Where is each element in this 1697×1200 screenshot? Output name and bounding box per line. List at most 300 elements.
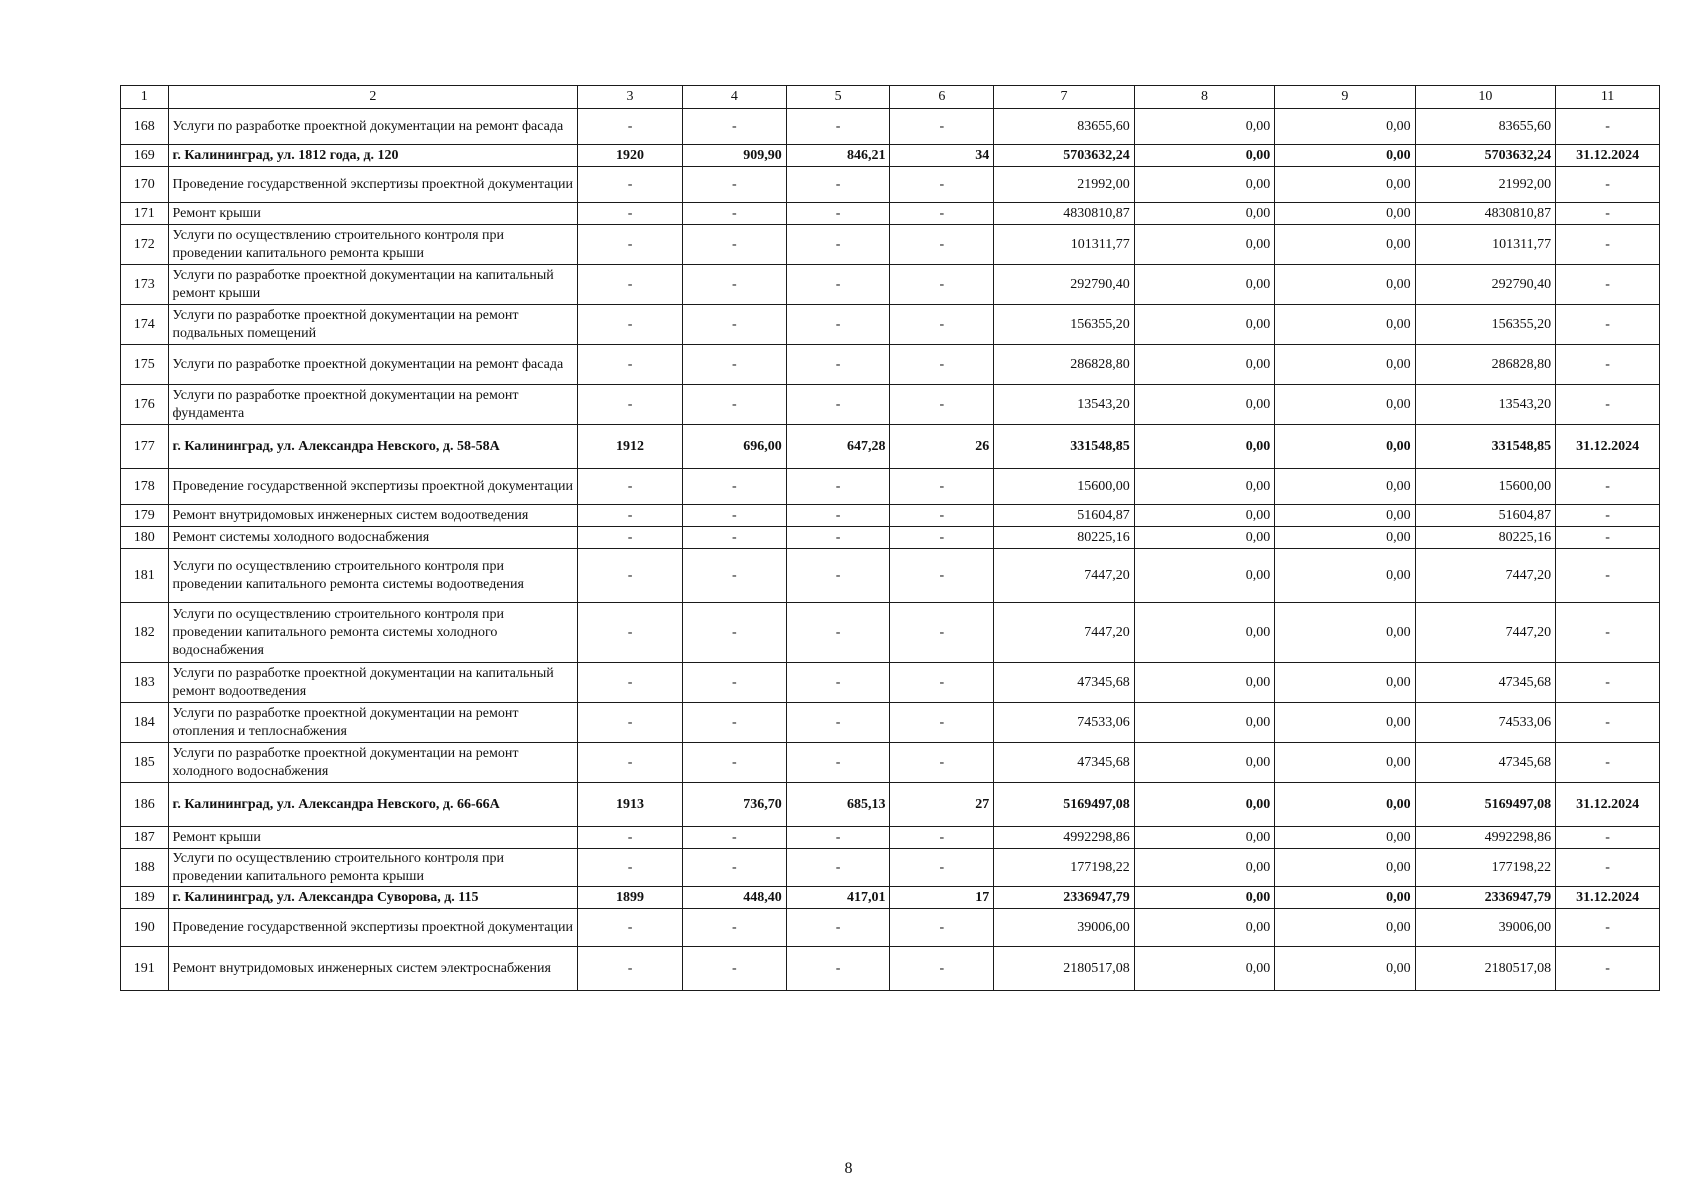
col4-cell: - [682,663,786,703]
col7-cell: 156355,20 [994,305,1134,345]
column-header: 11 [1556,86,1660,109]
col8-cell: 0,00 [1134,385,1274,425]
table-row [121,743,1660,783]
col10-cell: 331548,85 [1415,425,1555,469]
col6-cell: - [890,527,994,549]
description-cell: Проведение государственной экспертизы проектной документации [168,167,578,203]
column-number-header-row [121,86,1660,109]
table-row [121,603,1660,663]
col8-cell: 0,00 [1134,203,1274,225]
description-cell: Ремонт внутридомовых инженерных систем водоотведения [168,505,578,527]
col8-cell: 0,00 [1134,305,1274,345]
row-number-cell: 179 [121,505,169,527]
col10-cell: 2180517,08 [1415,947,1555,991]
row-number-cell: 177 [121,425,169,469]
col9-cell: 0,00 [1275,425,1415,469]
column-header: 2 [168,86,578,109]
col5-cell: - [786,345,890,385]
col8-cell: 0,00 [1134,703,1274,743]
col9-cell: 0,00 [1275,603,1415,663]
col6-cell: - [890,549,994,603]
table-row [121,549,1660,603]
col8-cell: 0,00 [1134,145,1274,167]
row-number-cell: 180 [121,527,169,549]
table-row [121,887,1660,909]
col8-cell: 0,00 [1134,827,1274,849]
row-number-cell: 176 [121,385,169,425]
col3-cell: 1920 [578,145,683,167]
col11-cell: - [1556,305,1660,345]
col5-cell: - [786,225,890,265]
description-cell: Ремонт внутридомовых инженерных систем электроснабжения [168,947,578,991]
description-cell: Услуги по разработке проектной документации на ремонт холодного водоснабжения [168,743,578,783]
col5-cell: 846,21 [786,145,890,167]
col7-cell: 21992,00 [994,167,1134,203]
col8-cell: 0,00 [1134,345,1274,385]
col11-cell: - [1556,109,1660,145]
column-header: 6 [890,86,994,109]
page-number: 8 [844,1160,853,1177]
description-cell: Услуги по осуществлению строительного контроля при проведении капитального ремонта крыши [168,225,578,265]
col9-cell: 0,00 [1275,167,1415,203]
col5-cell: - [786,663,890,703]
col5-cell: - [786,385,890,425]
col9-cell: 0,00 [1275,827,1415,849]
table-row [121,469,1660,505]
col7-cell: 83655,60 [994,109,1134,145]
col7-cell: 13543,20 [994,385,1134,425]
col3-cell: - [578,305,683,345]
column-header: 9 [1275,86,1415,109]
col3-cell: 1912 [578,425,683,469]
col11-cell: - [1556,849,1660,887]
row-number-cell: 175 [121,345,169,385]
document-sheet [120,85,1660,991]
col4-cell: - [682,849,786,887]
col6-cell: 27 [890,783,994,827]
col4-cell: - [682,827,786,849]
col5-cell: - [786,827,890,849]
col9-cell: 0,00 [1275,549,1415,603]
col8-cell: 0,00 [1134,225,1274,265]
col7-cell: 4992298,86 [994,827,1134,849]
table-row [121,703,1660,743]
col11-cell: - [1556,827,1660,849]
col8-cell: 0,00 [1134,663,1274,703]
col4-cell: - [682,385,786,425]
col7-cell: 47345,68 [994,743,1134,783]
description-cell: Услуги по разработке проектной документации на ремонт фундамента [168,385,578,425]
col6-cell: - [890,225,994,265]
col4-cell: 736,70 [682,783,786,827]
col5-cell: - [786,527,890,549]
col11-cell: - [1556,385,1660,425]
col3-cell: - [578,909,683,947]
row-number-cell: 186 [121,783,169,827]
col5-cell: 647,28 [786,425,890,469]
col7-cell: 5703632,24 [994,145,1134,167]
col6-cell: - [890,505,994,527]
col6-cell: - [890,947,994,991]
col9-cell: 0,00 [1275,663,1415,703]
col3-cell: - [578,345,683,385]
col3-cell: - [578,527,683,549]
table-row [121,663,1660,703]
table-row [121,385,1660,425]
table-body [121,86,1660,991]
col5-cell: - [786,743,890,783]
col6-cell: - [890,909,994,947]
col9-cell: 0,00 [1275,947,1415,991]
description-cell: г. Калининград, ул. Александра Невского, д. 58-58А [168,425,578,469]
col10-cell: 51604,87 [1415,505,1555,527]
col4-cell: - [682,703,786,743]
col10-cell: 39006,00 [1415,909,1555,947]
table-row [121,505,1660,527]
col10-cell: 13543,20 [1415,385,1555,425]
col7-cell: 7447,20 [994,603,1134,663]
col11-cell: - [1556,603,1660,663]
table-row [121,527,1660,549]
col11-cell: - [1556,527,1660,549]
col3-cell: - [578,385,683,425]
col11-cell: - [1556,909,1660,947]
table-row [121,849,1660,887]
col10-cell: 7447,20 [1415,603,1555,663]
col7-cell: 2180517,08 [994,947,1134,991]
col6-cell: - [890,385,994,425]
col8-cell: 0,00 [1134,167,1274,203]
col7-cell: 2336947,79 [994,887,1134,909]
col5-cell: - [786,265,890,305]
col7-cell: 39006,00 [994,909,1134,947]
col8-cell: 0,00 [1134,469,1274,505]
col8-cell: 0,00 [1134,265,1274,305]
description-cell: Услуги по разработке проектной документации на ремонт отопления и теплоснабжения [168,703,578,743]
col11-cell: - [1556,167,1660,203]
col5-cell: - [786,909,890,947]
col9-cell: 0,00 [1275,109,1415,145]
capital-repair-table [120,85,1660,991]
col5-cell: - [786,505,890,527]
col7-cell: 51604,87 [994,505,1134,527]
row-number-cell: 170 [121,167,169,203]
col8-cell: 0,00 [1134,909,1274,947]
col8-cell: 0,00 [1134,425,1274,469]
column-header: 10 [1415,86,1555,109]
col9-cell: 0,00 [1275,887,1415,909]
col10-cell: 47345,68 [1415,663,1555,703]
col7-cell: 101311,77 [994,225,1134,265]
col8-cell: 0,00 [1134,783,1274,827]
table-row [121,167,1660,203]
col8-cell: 0,00 [1134,603,1274,663]
col3-cell: 1913 [578,783,683,827]
col5-cell: - [786,703,890,743]
column-header: 7 [994,86,1134,109]
col9-cell: 0,00 [1275,527,1415,549]
col9-cell: 0,00 [1275,703,1415,743]
col5-cell: 417,01 [786,887,890,909]
col7-cell: 15600,00 [994,469,1134,505]
col11-cell: - [1556,203,1660,225]
col6-cell: - [890,345,994,385]
col3-cell: - [578,109,683,145]
col11-cell: - [1556,225,1660,265]
col11-cell: - [1556,505,1660,527]
description-cell: Услуги по разработке проектной документации на ремонт фасада [168,109,578,145]
col9-cell: 0,00 [1275,225,1415,265]
row-number-cell: 189 [121,887,169,909]
col3-cell: - [578,265,683,305]
col8-cell: 0,00 [1134,109,1274,145]
description-cell: Ремонт крыши [168,203,578,225]
col5-cell: - [786,603,890,663]
row-number-cell: 169 [121,145,169,167]
col5-cell: - [786,549,890,603]
col6-cell: - [890,167,994,203]
table-row [121,265,1660,305]
table-row [121,783,1660,827]
col6-cell: - [890,703,994,743]
column-header: 8 [1134,86,1274,109]
description-cell: Услуги по разработке проектной документации на капитальный ремонт водоотведения [168,663,578,703]
row-number-cell: 182 [121,603,169,663]
table-row [121,909,1660,947]
col8-cell: 0,00 [1134,505,1274,527]
col5-cell: - [786,109,890,145]
col7-cell: 331548,85 [994,425,1134,469]
description-cell: Проведение государственной экспертизы проектной документации [168,469,578,505]
col3-cell: - [578,603,683,663]
col4-cell: - [682,265,786,305]
col3-cell: - [578,827,683,849]
col9-cell: 0,00 [1275,305,1415,345]
table-row [121,145,1660,167]
col5-cell: - [786,469,890,505]
col5-cell: - [786,947,890,991]
row-number-cell: 172 [121,225,169,265]
col4-cell: 448,40 [682,887,786,909]
table-row [121,947,1660,991]
table-row [121,225,1660,265]
col3-cell: - [578,505,683,527]
col11-cell: 31.12.2024 [1556,887,1660,909]
col11-cell: - [1556,663,1660,703]
table-row [121,203,1660,225]
col11-cell: - [1556,265,1660,305]
col5-cell: - [786,305,890,345]
column-header: 5 [786,86,890,109]
col6-cell: - [890,305,994,345]
row-number-cell: 178 [121,469,169,505]
col10-cell: 21992,00 [1415,167,1555,203]
col10-cell: 83655,60 [1415,109,1555,145]
col10-cell: 177198,22 [1415,849,1555,887]
col8-cell: 0,00 [1134,887,1274,909]
col9-cell: 0,00 [1275,265,1415,305]
col7-cell: 74533,06 [994,703,1134,743]
col7-cell: 4830810,87 [994,203,1134,225]
col3-cell: 1899 [578,887,683,909]
col10-cell: 80225,16 [1415,527,1555,549]
col3-cell: - [578,203,683,225]
row-number-cell: 168 [121,109,169,145]
col11-cell: 31.12.2024 [1556,425,1660,469]
col10-cell: 4830810,87 [1415,203,1555,225]
col3-cell: - [578,469,683,505]
col3-cell: - [578,703,683,743]
col6-cell: 17 [890,887,994,909]
col7-cell: 5169497,08 [994,783,1134,827]
col6-cell: - [890,469,994,505]
col4-cell: 909,90 [682,145,786,167]
column-header: 4 [682,86,786,109]
row-number-cell: 184 [121,703,169,743]
col10-cell: 286828,80 [1415,345,1555,385]
col10-cell: 156355,20 [1415,305,1555,345]
column-header: 1 [121,86,169,109]
description-cell: Ремонт системы холодного водоснабжения [168,527,578,549]
col4-cell: - [682,527,786,549]
col4-cell: - [682,505,786,527]
col8-cell: 0,00 [1134,549,1274,603]
col10-cell: 2336947,79 [1415,887,1555,909]
col4-cell: - [682,549,786,603]
col9-cell: 0,00 [1275,783,1415,827]
row-number-cell: 190 [121,909,169,947]
col11-cell: - [1556,743,1660,783]
description-cell: г. Калининград, ул. Александра Невского, д. 66-66А [168,783,578,827]
col6-cell: - [890,849,994,887]
col7-cell: 286828,80 [994,345,1134,385]
col5-cell: - [786,167,890,203]
row-number-cell: 188 [121,849,169,887]
table-row [121,345,1660,385]
col9-cell: 0,00 [1275,505,1415,527]
col10-cell: 7447,20 [1415,549,1555,603]
col10-cell: 15600,00 [1415,469,1555,505]
col3-cell: - [578,947,683,991]
col8-cell: 0,00 [1134,849,1274,887]
description-cell: Услуги по осуществлению строительного контроля при проведении капитального ремонта системы холодного водоснабжения [168,603,578,663]
col6-cell: - [890,603,994,663]
col4-cell: 696,00 [682,425,786,469]
col9-cell: 0,00 [1275,145,1415,167]
col4-cell: - [682,909,786,947]
col7-cell: 292790,40 [994,265,1134,305]
col6-cell: - [890,203,994,225]
col10-cell: 5703632,24 [1415,145,1555,167]
col5-cell: - [786,203,890,225]
col6-cell: - [890,109,994,145]
col10-cell: 4992298,86 [1415,827,1555,849]
col9-cell: 0,00 [1275,345,1415,385]
col9-cell: 0,00 [1275,469,1415,505]
col6-cell: - [890,663,994,703]
col10-cell: 47345,68 [1415,743,1555,783]
col4-cell: - [682,469,786,505]
col4-cell: - [682,743,786,783]
row-number-cell: 187 [121,827,169,849]
description-cell: Услуги по осуществлению строительного контроля при проведении капитального ремонта системы водоотведения [168,549,578,603]
col6-cell: - [890,265,994,305]
col9-cell: 0,00 [1275,203,1415,225]
description-cell: Проведение государственной экспертизы проектной документации [168,909,578,947]
col9-cell: 0,00 [1275,849,1415,887]
row-number-cell: 183 [121,663,169,703]
col8-cell: 0,00 [1134,743,1274,783]
description-cell: Услуги по разработке проектной документации на ремонт подвальных помещений [168,305,578,345]
col7-cell: 7447,20 [994,549,1134,603]
col6-cell: 26 [890,425,994,469]
col10-cell: 5169497,08 [1415,783,1555,827]
col7-cell: 177198,22 [994,849,1134,887]
table-row [121,305,1660,345]
col11-cell: - [1556,549,1660,603]
row-number-cell: 173 [121,265,169,305]
table-row [121,109,1660,145]
description-cell: Услуги по разработке проектной документации на капитальный ремонт крыши [168,265,578,305]
col3-cell: - [578,743,683,783]
col4-cell: - [682,603,786,663]
description-cell: г. Калининград, ул. Александра Суворова, д. 115 [168,887,578,909]
col10-cell: 74533,06 [1415,703,1555,743]
col6-cell: - [890,743,994,783]
col11-cell: 31.12.2024 [1556,145,1660,167]
col5-cell: 685,13 [786,783,890,827]
col3-cell: - [578,549,683,603]
col9-cell: 0,00 [1275,385,1415,425]
row-number-cell: 185 [121,743,169,783]
col11-cell: - [1556,345,1660,385]
col3-cell: - [578,849,683,887]
description-cell: Ремонт крыши [168,827,578,849]
column-header: 3 [578,86,683,109]
row-number-cell: 181 [121,549,169,603]
col11-cell: - [1556,947,1660,991]
col8-cell: 0,00 [1134,947,1274,991]
table-row [121,425,1660,469]
col4-cell: - [682,345,786,385]
col10-cell: 292790,40 [1415,265,1555,305]
table-row [121,827,1660,849]
description-cell: Услуги по осуществлению строительного контроля при проведении капитального ремонта крыши [168,849,578,887]
row-number-cell: 171 [121,203,169,225]
col3-cell: - [578,225,683,265]
col3-cell: - [578,663,683,703]
col6-cell: - [890,827,994,849]
col9-cell: 0,00 [1275,909,1415,947]
col6-cell: 34 [890,145,994,167]
description-cell: г. Калининград, ул. 1812 года, д. 120 [168,145,578,167]
col7-cell: 47345,68 [994,663,1134,703]
description-cell: Услуги по разработке проектной документации на ремонт фасада [168,345,578,385]
col9-cell: 0,00 [1275,743,1415,783]
col7-cell: 80225,16 [994,527,1134,549]
col4-cell: - [682,109,786,145]
row-number-cell: 174 [121,305,169,345]
col4-cell: - [682,167,786,203]
col3-cell: - [578,167,683,203]
col5-cell: - [786,849,890,887]
row-number-cell: 191 [121,947,169,991]
col11-cell: - [1556,703,1660,743]
col10-cell: 101311,77 [1415,225,1555,265]
col4-cell: - [682,305,786,345]
col4-cell: - [682,225,786,265]
col8-cell: 0,00 [1134,527,1274,549]
